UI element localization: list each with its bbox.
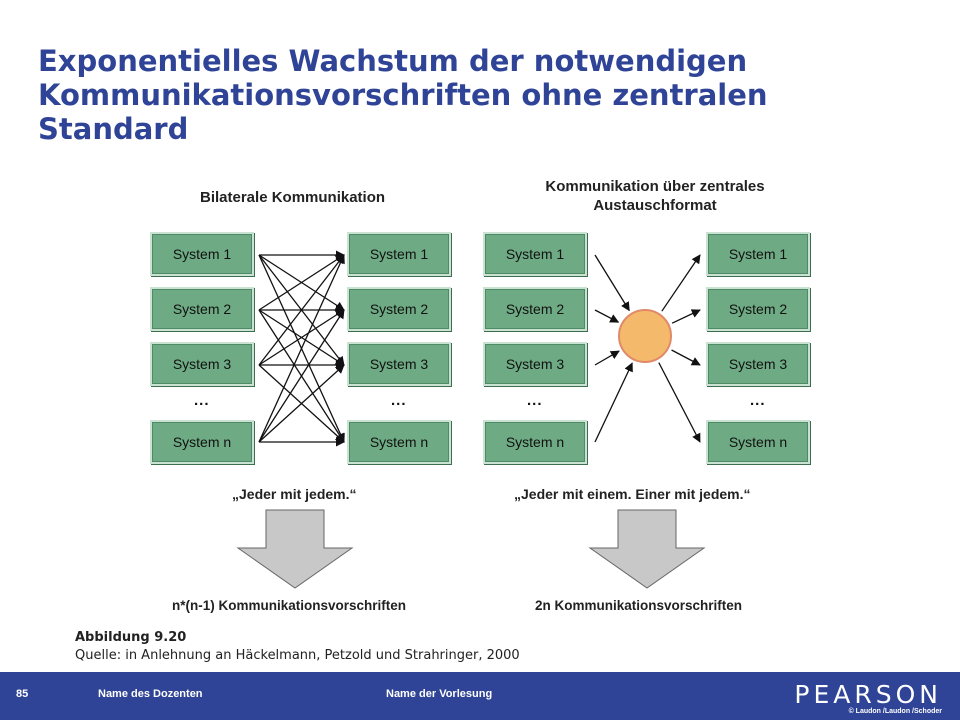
system-label: System 3 <box>728 356 788 372</box>
figure-caption-title: Abbildung 9.20 <box>75 630 187 645</box>
system-label: System 1 <box>172 246 232 262</box>
left-diagram-title: Bilaterale Kommunikation <box>200 189 386 206</box>
hub-outbound-arrow <box>659 363 700 442</box>
left-target-ellipsis: ... <box>391 392 407 409</box>
right-down-arrow <box>590 510 704 588</box>
system-label: System 1 <box>505 246 565 262</box>
system-label: System 1 <box>728 246 788 262</box>
hub-inbound-arrow <box>595 310 618 322</box>
right-title-line-2: Austauschformat <box>593 197 717 214</box>
bilateral-connection-lines <box>259 255 344 442</box>
system-label: System 2 <box>172 301 232 317</box>
system-label: System n <box>505 434 565 450</box>
hub-outbound-arrow <box>672 310 700 323</box>
left-down-arrow <box>238 510 352 588</box>
lecturer-name: Name des Dozenten <box>98 688 203 700</box>
footer-bar <box>0 672 960 720</box>
slide-title: Exponentielles Wachstum der notwendigen Kommunikationsvorschriften ohne zentralen Standard <box>38 44 768 146</box>
pearson-logo: PEARSON <box>794 680 942 709</box>
system-label: System n <box>728 434 788 450</box>
hub-inbound-arrow <box>595 255 629 310</box>
hub-inbound-arrow <box>595 363 632 442</box>
right-quote: „Jeder mit einem. Einer mit jedem.“ <box>514 486 751 502</box>
copyright-note: © Laudon /Laudon /Schoder <box>848 708 942 715</box>
left-source-ellipsis: ... <box>194 392 210 409</box>
system-label: System 2 <box>505 301 565 317</box>
system-label: System 2 <box>728 301 788 317</box>
central-exchange-format-hub <box>619 310 671 362</box>
right-title-line-1: Kommunikation über zentrales <box>545 178 765 195</box>
system-label: System 2 <box>369 301 429 317</box>
hub-outbound-arrow <box>672 350 700 365</box>
figure-caption-source: Quelle: in Anlehnung an Häckelmann, Petzold und Strahringer, 2000 <box>75 648 520 663</box>
left-result: n*(n-1) Kommunikationsvorschriften <box>172 598 407 613</box>
hub-inbound-arrow <box>595 351 619 365</box>
figure-caption <box>75 629 520 665</box>
right-target-ellipsis: ... <box>750 392 766 409</box>
hub-outbound-arrow <box>662 255 700 311</box>
system-label: System n <box>369 434 429 450</box>
right-source-ellipsis: ... <box>527 392 543 409</box>
system-label: System 1 <box>369 246 429 262</box>
right-result: 2n Kommunikationsvorschriften <box>535 598 743 613</box>
system-label: System n <box>172 434 232 450</box>
system-label: System 3 <box>369 356 429 372</box>
system-label: System 3 <box>172 356 232 372</box>
left-quote: „Jeder mit jedem.“ <box>232 486 357 502</box>
page-number: 85 <box>16 688 29 700</box>
system-label: System 3 <box>505 356 565 372</box>
lecture-name: Name der Vorlesung <box>386 688 493 700</box>
